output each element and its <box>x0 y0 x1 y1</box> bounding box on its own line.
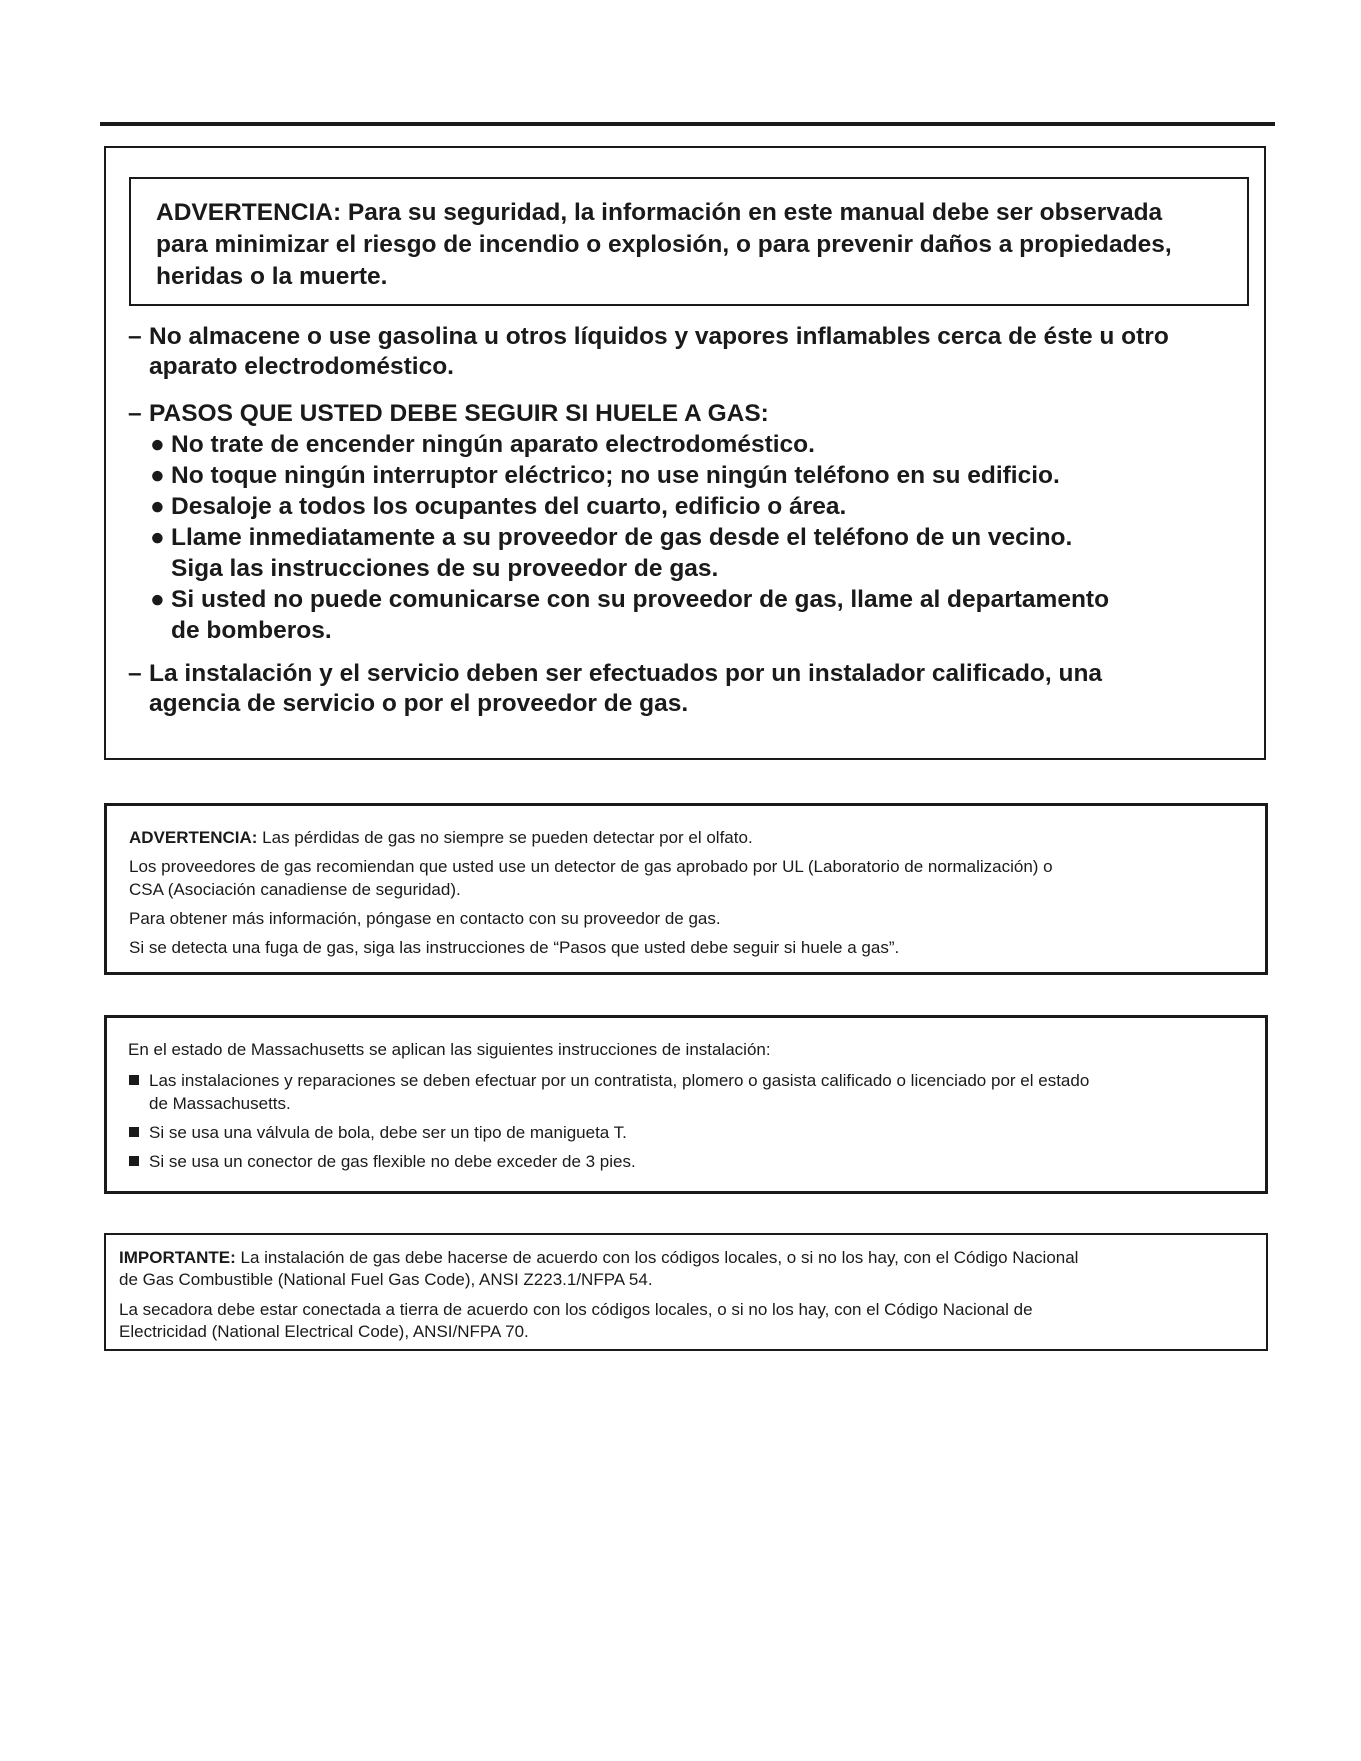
instruction-item-flammables <box>106 322 1268 382</box>
gas-detector-paragraph: Para obtener más información, póngase en contacto con su proveedor de gas. <box>129 909 721 928</box>
massachusetts-item <box>128 1069 1245 1115</box>
step-line: No toque ningún interruptor eléctrico; no use ningún teléfono en su edificio. <box>171 462 1060 489</box>
dash-marker: – <box>128 400 142 427</box>
square-bullet-icon <box>129 1127 139 1137</box>
dash-marker: – <box>128 323 142 350</box>
bullet-icon: ● <box>150 524 165 551</box>
instruction-line: aparato electrodoméstico. <box>149 353 454 380</box>
step-line: Llame inmediatamente a su proveedor de gas desde el teléfono de un vecino. <box>171 524 1073 551</box>
warning-text: Las pérdidas de gas no siempre se pueden detectar por el olfato. <box>257 828 753 847</box>
safety-instructions <box>106 322 1268 719</box>
item-line: Las instalaciones y reparaciones se deben efectuar por un contratista, plomero o gasista calificado o licenciado por el estado <box>149 1071 1090 1090</box>
instruction-item-installation <box>106 659 1268 719</box>
dash-marker: – <box>128 660 142 687</box>
step-line: Desaloje a todos los ocupantes del cuarto, edificio o área. <box>171 493 847 520</box>
massachusetts-item <box>128 1121 1245 1144</box>
paragraph-line: CSA (Asociación canadiense de seguridad). <box>129 880 461 899</box>
gas-detector-paragraph: Si se detecta una fuga de gas, siga las instrucciones de “Pasos que usted debe seguir si huele a gas”. <box>129 938 900 957</box>
square-bullet-icon <box>129 1075 139 1085</box>
warning-header-line: para minimizar el riesgo de incendio o explosión, o para prevenir daños a propiedades, <box>156 231 1172 258</box>
gas-detector-warning-box <box>104 803 1268 975</box>
instruction-line: No almacene o use gasolina u otros líquidos y vapores inflamables cerca de éste u otro <box>149 323 1169 350</box>
important-paragraph <box>119 1299 1246 1343</box>
gas-detector-paragraph <box>129 826 1245 849</box>
step-item <box>106 460 1268 491</box>
step-item <box>106 429 1268 460</box>
paragraph-line: La instalación de gas debe hacerse de acuerdo con los códigos locales, o si no los hay, con el Código Nacional <box>235 1248 1079 1267</box>
paragraph-line: de Gas Combustible (National Fuel Gas Code), ANSI Z223.1/NFPA 54. <box>119 1270 653 1289</box>
steps-title: PASOS QUE USTED DEBE SEGUIR SI HUELE A GAS: <box>149 400 769 427</box>
step-item <box>106 491 1268 522</box>
bullet-icon: ● <box>150 586 165 613</box>
warning-header-box <box>129 177 1249 306</box>
paragraph-line: Los proveedores de gas recomiendan que usted use un detector de gas aprobado por UL (Laboratorio de normalización) o <box>129 857 1053 876</box>
instruction-line: agencia de servicio o por el proveedor de gas. <box>149 690 689 717</box>
bullet-icon: ● <box>150 493 165 520</box>
warning-header-line: heridas o la muerte. <box>156 263 388 290</box>
item-line: de Massachusetts. <box>149 1094 291 1113</box>
instruction-line: La instalación y el servicio deben ser efectuados por un instalador calificado, una <box>149 660 1103 687</box>
gas-detector-paragraph <box>129 855 1245 901</box>
top-rule <box>100 122 1275 126</box>
massachusetts-box <box>104 1015 1268 1194</box>
massachusetts-item <box>128 1150 1245 1173</box>
important-box <box>104 1233 1268 1351</box>
warning-header-line: ADVERTENCIA: Para su seguridad, la información en este manual debe ser observada <box>156 199 1163 226</box>
step-line: Si usted no puede comunicarse con su proveedor de gas, llame al departamento <box>171 586 1110 613</box>
massachusetts-intro: En el estado de Massachusetts se aplican las siguientes instrucciones de instalación: <box>128 1040 771 1059</box>
item-line: Si se usa un conector de gas flexible no debe exceder de 3 pies. <box>149 1152 636 1171</box>
step-line: de bomberos. <box>171 617 332 644</box>
paragraph-line: Electricidad (National Electrical Code), ANSI/NFPA 70. <box>119 1322 529 1341</box>
warning-label: ADVERTENCIA: <box>129 828 258 847</box>
safety-warning-box <box>104 146 1266 760</box>
step-line: Siga las instrucciones de su proveedor de gas. <box>171 555 719 582</box>
step-item <box>106 522 1268 584</box>
square-bullet-icon <box>129 1156 139 1166</box>
bullet-icon: ● <box>150 431 165 458</box>
important-label: IMPORTANTE: <box>119 1248 236 1267</box>
instruction-item-gas-steps <box>106 399 1268 429</box>
important-paragraph <box>119 1247 1246 1291</box>
paragraph-line: La secadora debe estar conectada a tierra de acuerdo con los códigos locales, o si no los hay, con el Código Nacional de <box>119 1300 1033 1319</box>
step-line: No trate de encender ningún aparato electrodoméstico. <box>171 431 815 458</box>
bullet-icon: ● <box>150 462 165 489</box>
step-item <box>106 584 1268 646</box>
item-line: Si se usa una válvula de bola, debe ser un tipo de manigueta T. <box>149 1123 627 1142</box>
